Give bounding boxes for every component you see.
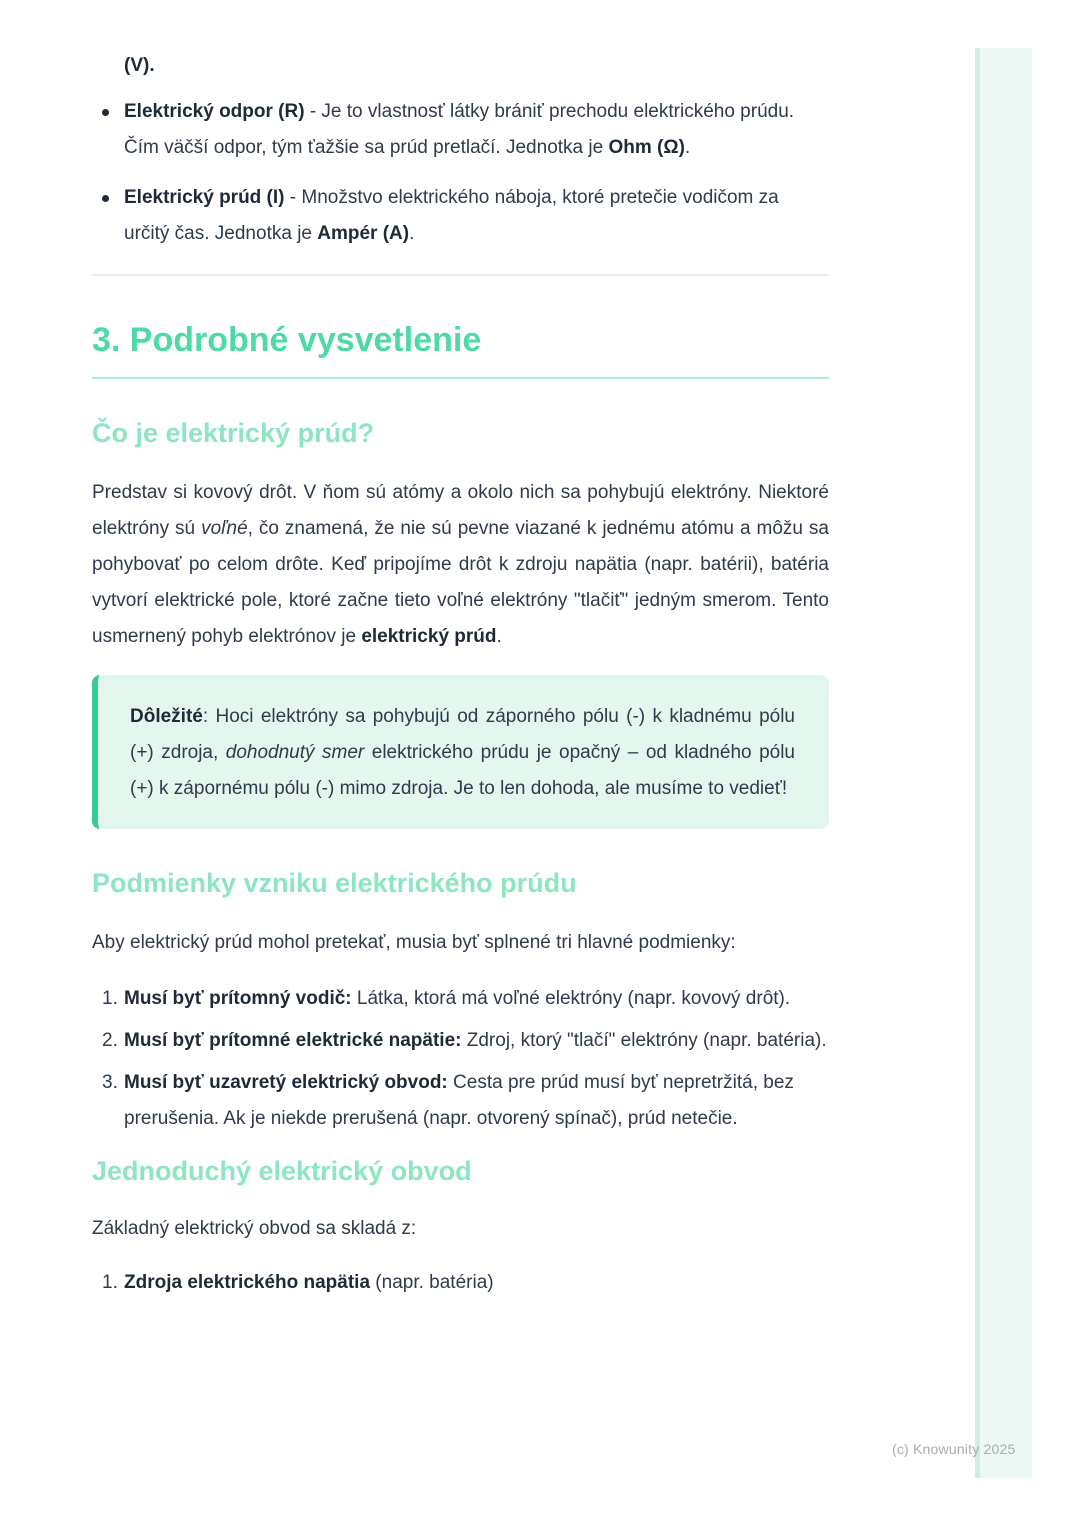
paragraph-conditions-intro: Aby elektrický prúd mohol pretekať, musia byť splnené tri hlavné podmienky:	[92, 932, 736, 953]
list-item-text: Zdroja elektrického napätia (napr. batéria)	[124, 1272, 494, 1293]
list-item	[92, 94, 829, 166]
conditions-numbered-list	[92, 981, 829, 1137]
list-item	[92, 180, 829, 252]
list-item	[92, 1023, 829, 1059]
list-item	[92, 981, 829, 1017]
circuit-numbered-list	[92, 1265, 829, 1301]
important-callout	[92, 675, 829, 829]
list-item-number: 2.	[102, 1030, 118, 1051]
bullet-dot-icon	[102, 195, 109, 202]
right-accent-bar	[975, 48, 1032, 1478]
subsection-title-conditions: Podmienky vzniku elektrického prúdu	[92, 868, 577, 898]
paragraph-circuit-intro: Základný elektrický obvod sa skladá z:	[92, 1218, 417, 1239]
section-title: 3. Podrobné vysvetlenie	[92, 320, 829, 379]
paragraph-what-is: Predstav si kovový drôt. V ňom sú atómy a okolo nich sa pohybujú elektróny. Niektoré elektróny sú voľné, čo znamená, že nie sú pevne viazané k jednému atómu a môžu sa pohybovať po celom drôte. Keď pripojíme drôt k zdroju napätia (napr. batérii), batéria vytvorí elektrické pole, ktoré začne tieto voľné elektróny "tlačiť" jedným smerom. Tento usmernený pohyb elektrónov je elektrický prúd.	[92, 482, 829, 647]
footer-copyright: (c) Knowunity 2025	[892, 1441, 1016, 1457]
list-item-text: Musí byť prítomné elektrické napätie: Zdroj, ktorý "tlačí" elektróny (napr. batéria).	[124, 1030, 827, 1051]
list-item-text: Musí byť prítomný vodič: Látka, ktorá má voľné elektróny (napr. kovový drôt).	[124, 988, 791, 1009]
list-item-text: Musí byť uzavretý elektrický obvod: Cesta pre prúd musí byť nepretržitá, bez prerušenia. Ak je niekde prerušená (napr. otvorený spínač), prúd netečie.	[124, 1072, 794, 1129]
subsection-title-what-is: Čo je elektrický prúd?	[92, 418, 375, 448]
section-divider	[92, 274, 829, 276]
subsection-title-simple-circuit: Jednoduchý elektrický obvod	[92, 1156, 472, 1186]
content-column	[92, 48, 829, 1307]
bullet-marker	[92, 180, 124, 252]
list-item-text: Elektrický odpor (R) - Je to vlastnosť látky brániť prechodu elektrického prúdu. Čím väčší odpor, tým ťažšie sa prúd pretlačí. Jednotka je Ohm (Ω).	[124, 101, 795, 158]
list-item-number: 1.	[102, 1272, 118, 1293]
hanging-text: (V).	[124, 55, 155, 76]
callout-text: Dôležité: Hoci elektróny sa pohybujú od záporného pólu (-) k kladnému pólu (+) zdroja, dohodnutý smer elektrického prúdu je opačný – od kladného pólu (+) k zápornému pólu (-) mimo zdroja. Je to len dohoda, ale musíme to vedieť!	[130, 706, 795, 799]
list-item	[92, 1265, 829, 1301]
list-item-number: 3.	[102, 1072, 118, 1093]
definition-bullet-list	[92, 94, 829, 252]
list-item	[92, 1065, 829, 1137]
bullet-marker	[92, 94, 124, 166]
bullet-dot-icon	[102, 109, 109, 116]
list-item-number: 1.	[102, 988, 118, 1009]
list-item-text: Elektrický prúd (I) - Množstvo elektrického náboja, ktoré pretečie vodičom za určitý čas. Jednotka je Ampér (A).	[124, 187, 779, 244]
